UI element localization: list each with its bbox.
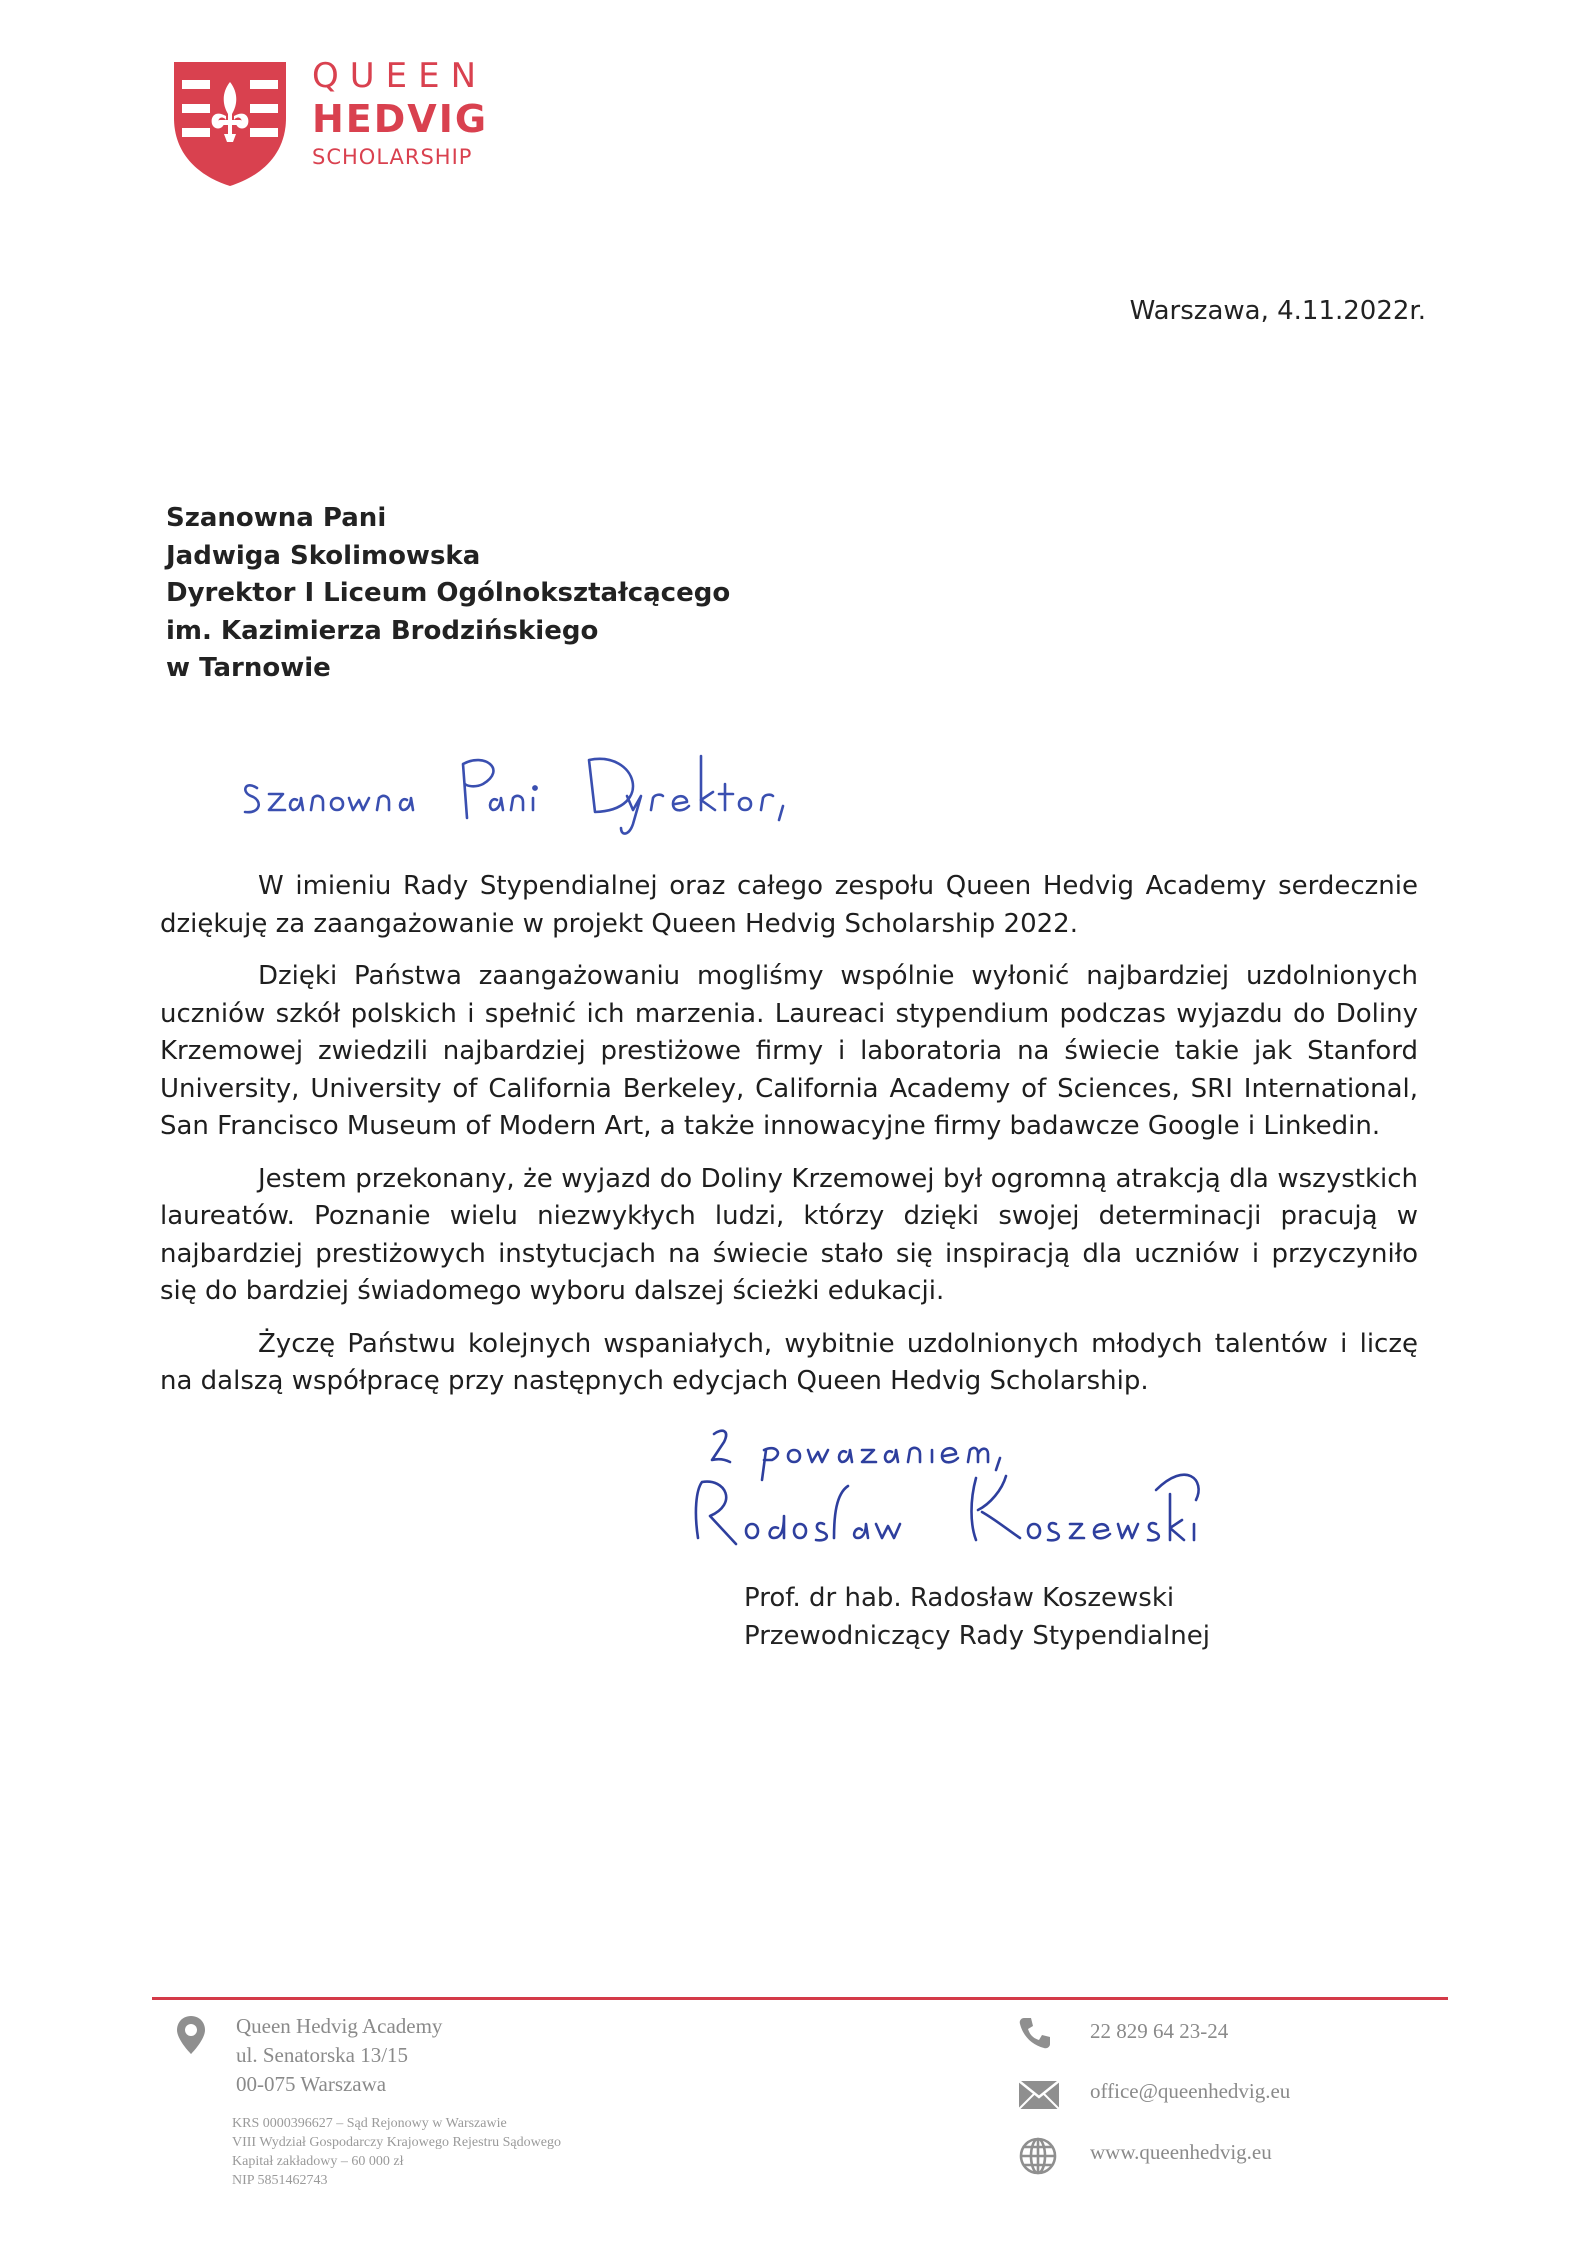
legal-line: Kapitał zakładowy – 60 000 zł — [232, 2154, 404, 2169]
handwritten-signature — [686, 1420, 1246, 1580]
logo — [172, 56, 492, 186]
logo-text-queen: QUEEN — [312, 56, 488, 96]
recipient-line: im. Kazimierza Brodzińskiego — [166, 615, 599, 646]
footer-legal — [232, 2114, 561, 2190]
recipient-line: w Tarnowie — [166, 653, 331, 683]
globe-icon — [1018, 2136, 1058, 2176]
footer-divider — [152, 1997, 1448, 2000]
legal-line: KRS 0000396627 – Sąd Rejonowy w Warszawie — [232, 2116, 507, 2131]
body-paragraph: Dzięki Państwa zaangażowaniu mogliśmy wspólnie wyłonić najbardziej uzdolnionych uczniów szkół polskich i spełnić ich marzenia. Laureaci stypendium podczas wyjazdu do Doliny Krzemowej zwiedzili najbardziej prestiżowe firmy i laboratoria na świecie takie jak Stanford University, University of California Berkeley, California Academy of Sciences, SRI International, San Francisco Museum of Modern Art, a także innowacyjne firmy badawcze Google i Linkedin. — [160, 961, 1418, 1141]
letter-date: Warszawa, 4.11.2022r. — [1129, 296, 1426, 326]
address-line: ul. Senatorska 13/15 — [236, 2043, 409, 2067]
envelope-icon — [1018, 2080, 1060, 2110]
letter-body — [160, 868, 1418, 1416]
address-line: 00-075 Warszawa — [236, 2072, 387, 2096]
phone-icon — [1018, 2016, 1052, 2050]
signer-title: Przewodniczący Rady Stypendialnej — [744, 1620, 1210, 1651]
address-line: Queen Hedvig Academy — [236, 2014, 443, 2038]
handwritten-salutation — [235, 740, 995, 850]
legal-line: NIP 5851462743 — [232, 2173, 328, 2188]
legal-line: VIII Wydział Gospodarczy Krajowego Rejestru Sądowego — [232, 2135, 561, 2150]
recipient-block — [166, 500, 730, 688]
recipient-line: Jadwiga Skolimowska — [166, 540, 481, 571]
location-pin-icon — [176, 2014, 206, 2056]
recipient-line: Szanowna Pani — [166, 503, 387, 533]
footer-email[interactable]: office@queenhedvig.eu — [1090, 2079, 1291, 2103]
body-paragraph: Jestem przekonany, że wyjazd do Doliny Krzemowej był ogromną atrakcją dla wszystkich laureatów. Poznanie wielu niezwykłych ludzi, którzy dzięki swojej determinacji pracują w najbardziej prestiżowych instytucjach na świecie stało się inspiracją dla uczniów i przyczyniło się do bardziej świadomego wyboru dalszej ścieżki edukacji. — [160, 1163, 1418, 1306]
footer-phone: 22 829 64 23-24 — [1090, 2019, 1229, 2043]
body-paragraph: W imieniu Rady Stypendialnej oraz całego zespołu Queen Hedvig Academy serdecznie dziękuję za zaangażowanie w projekt Queen Hedvig Scholarship 2022. — [160, 871, 1418, 939]
logo-text-hedvig: HEDVIG — [312, 97, 489, 141]
signer-block — [744, 1580, 1210, 1655]
fleur-de-lis-shield-icon — [172, 60, 288, 188]
footer-website[interactable]: www.queenhedvig.eu — [1090, 2140, 1272, 2164]
logo-text-scholarship: SCHOLARSHIP — [312, 145, 473, 169]
signer-name: Prof. dr hab. Radosław Koszewski — [744, 1583, 1175, 1613]
footer-address — [236, 2012, 442, 2099]
body-paragraph: Życzę Państwu kolejnych wspaniałych, wybitnie uzdolnionych młodych talentów i liczę na dalszą współpracę przy następnych edycjach Queen Hedvig Scholarship. — [160, 1328, 1418, 1396]
recipient-line: Dyrektor I Liceum Ogólnokształcącego — [166, 578, 731, 608]
